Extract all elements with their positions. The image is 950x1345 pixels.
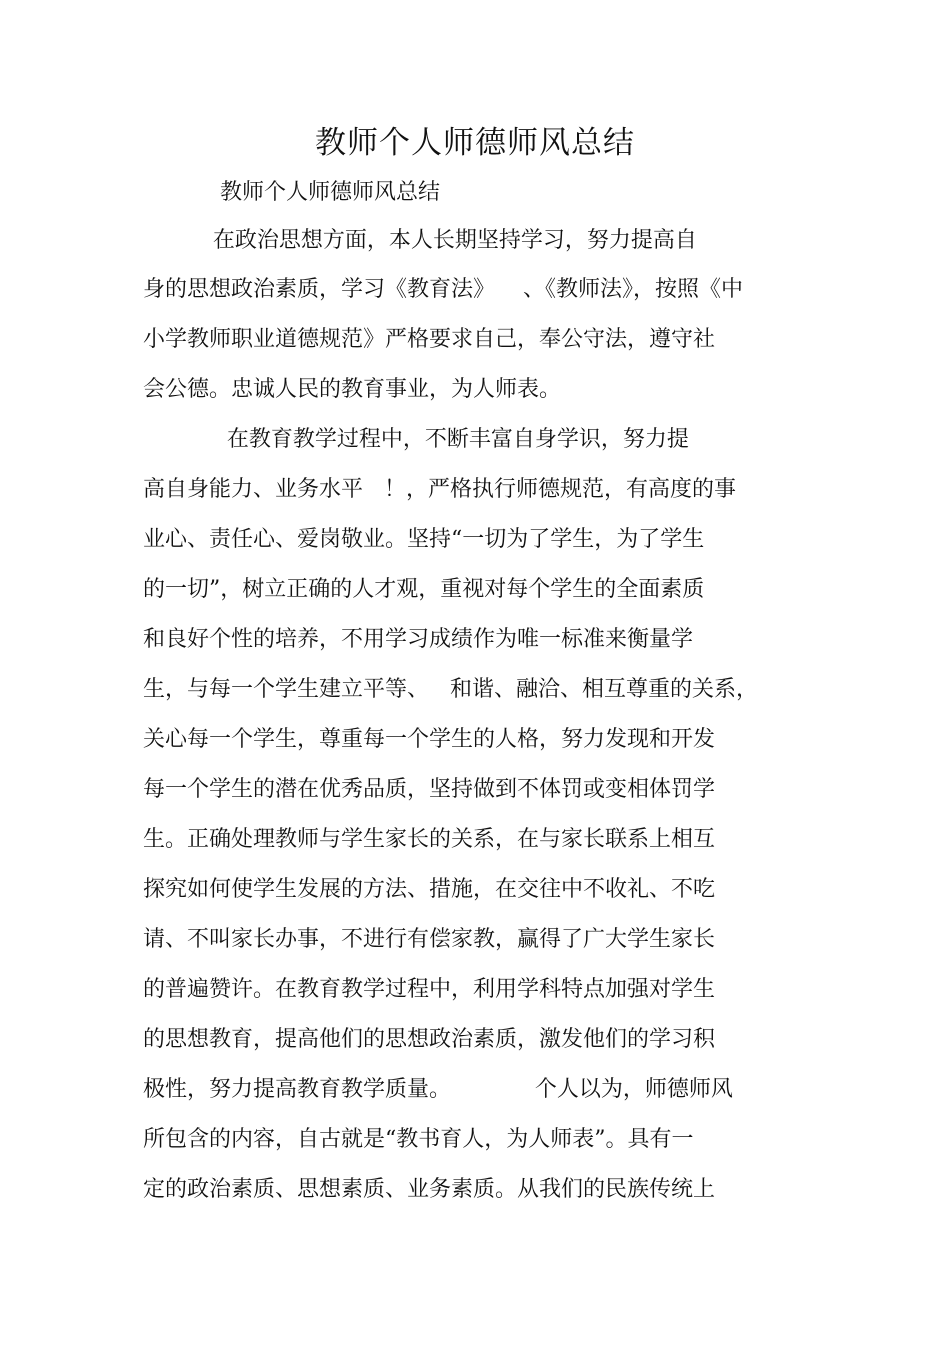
- body-line: 每一个学生的潜在优秀品质，坚持做到不体罚或变相体罚学: [143, 777, 716, 802]
- body-line: 极性，努力提高教育教学质量。 个人以为，师德师风: [143, 1077, 733, 1102]
- body-line: 的思想教育，提高他们的思想政治素质，激发他们的学习积: [143, 1027, 716, 1052]
- body-line: 高自身能力、业务水平 ！，严格执行师德规范，有高度的事: [143, 477, 736, 502]
- body-line: 和良好个性的培养，不用学习成绩作为唯一标准来衡量学: [143, 627, 694, 652]
- body-line: 所包含的内容，自古就是“教书育人，为人师表”。具有一: [143, 1127, 694, 1152]
- body-line: 的普遍赞许。在教育教学过程中，利用学科特点加强对学生: [143, 977, 716, 1002]
- body-line: 请、不叫家长办事，不进行有偿家教，赢得了广大学生家长: [143, 927, 716, 952]
- body-line: 生，与每一个学生建立平等、 和谐、融洽、相互尊重的关系，: [143, 677, 758, 702]
- body-line: 探究如何使学生发展的方法、措施，在交往中不收礼、不吃: [143, 877, 716, 902]
- body-line: 在教育教学过程中，不断丰富自身学识，努力提: [143, 427, 689, 452]
- body-line: 的一切”，树立正确的人才观，重视对每个学生的全面素质: [143, 577, 705, 602]
- document-subtitle: 教师个人师德师风总结: [220, 180, 441, 205]
- body-line: 定的政治素质、思想素质、业务素质。从我们的民族传统上: [143, 1177, 716, 1202]
- body-line: 小学教师职业道德规范》严格要求自己，奉公守法，遵守社: [143, 327, 716, 352]
- body-line: 在政治思想方面，本人长期坚持学习，努力提高自: [143, 228, 697, 253]
- document-title: 教师个人师德师风总结: [315, 125, 635, 161]
- body-line: 生。正确处理教师与学生家长的关系，在与家长联系上相互: [143, 827, 716, 852]
- body-line: 关心每一个学生，尊重每一个学生的人格，努力发现和开发: [143, 727, 716, 752]
- body-line: 身的思想政治素质，学习《教育法》 、《教师法》，按照《中: [143, 277, 743, 302]
- body-line: 会公德。忠诚人民的教育事业，为人师表。: [143, 377, 562, 402]
- body-line: 业心、责任心、爱岗敬业。坚持“一切为了学生，为了学生: [143, 527, 705, 552]
